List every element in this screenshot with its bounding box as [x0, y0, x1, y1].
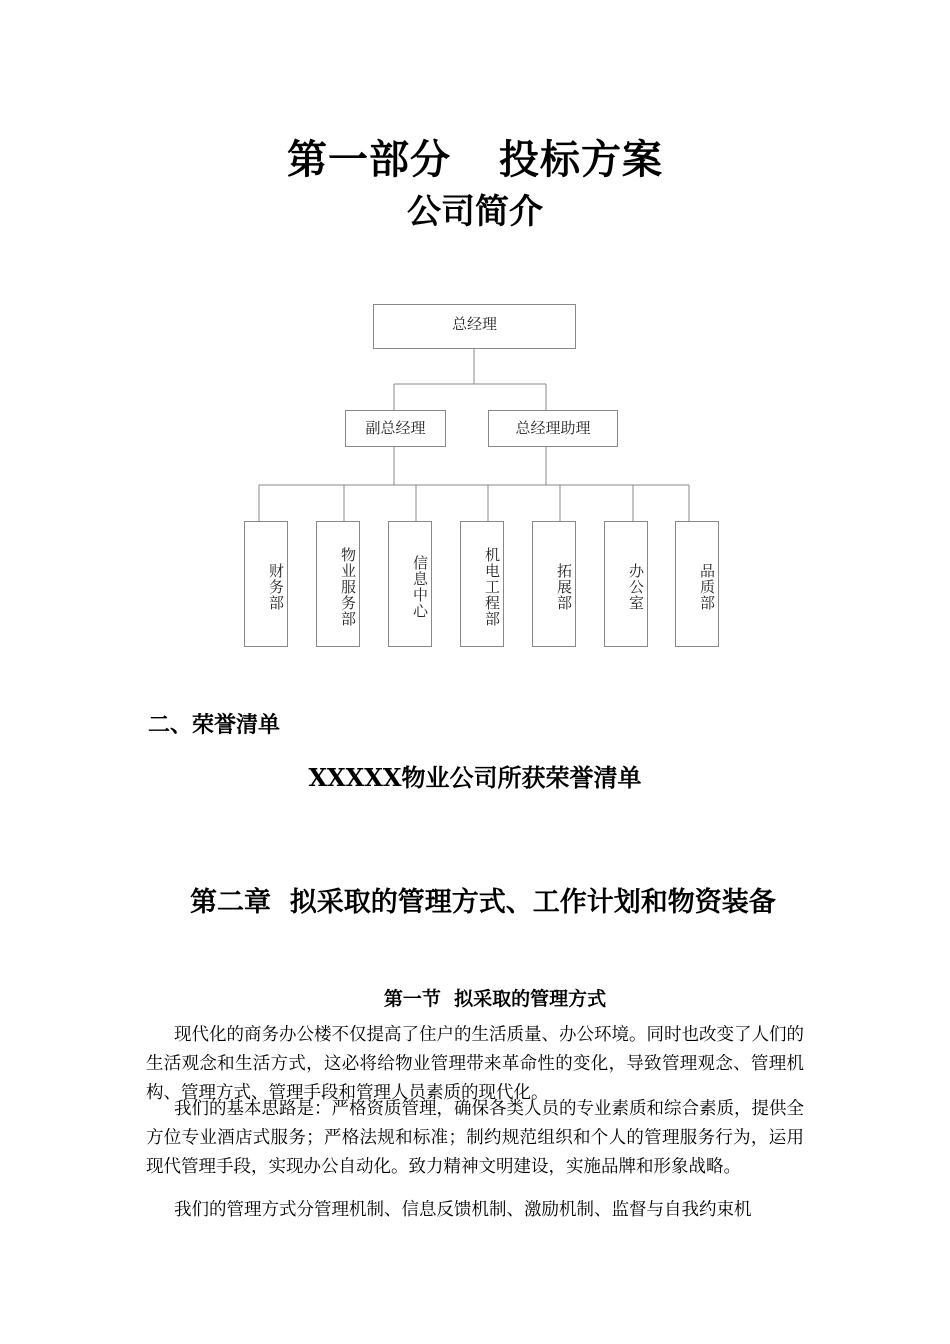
org-box-assistant-manager [488, 410, 618, 447]
honor-list-title: XXXXX物业公司所获荣誉清单 [308, 763, 642, 792]
paragraph-text: 我们的管理方式分管理机制、信息反馈机制、激励机制、监督与自我约束机 [174, 1200, 752, 1220]
org-dept-property-service [316, 521, 360, 647]
paragraph-3 [146, 1196, 804, 1225]
section-title: 第一节 拟采取的管理方式 [383, 988, 607, 1010]
org-label-assistant-manager: 总经理助理 [515, 419, 591, 437]
org-dept-label: 办公室 [627, 563, 645, 611]
org-dept-label: 机电工程部 [483, 547, 501, 627]
honor-heading: 二、荣誉清单 [148, 712, 281, 738]
org-dept-finance [244, 521, 288, 647]
org-dept-label: 品质部 [698, 563, 716, 611]
paragraph-2 [146, 1095, 804, 1182]
org-box-deputy-manager [345, 410, 446, 447]
org-dept-label: 物业服务部 [339, 547, 357, 627]
chapter-title: 第二章 拟采取的管理方式、工作计划和物资装备 [190, 887, 776, 918]
org-dept-label: 财务部 [267, 563, 285, 611]
org-dept-office [604, 521, 648, 647]
company-intro-title: 公司简介 [407, 192, 543, 232]
part-title-text: 投标方案 [499, 136, 663, 183]
org-label-deputy-manager: 副总经理 [365, 419, 426, 437]
paragraph-text: 现代化的商务办公楼不仅提高了住户的生活质量、办公环境。同时也改变了人们的生活观念和生活方式，这必将给物业管理带来革命性的变化，导致管理观念、管理机构、管理方式、管理手段和管理人员素质的现代化。 [146, 1025, 804, 1103]
org-dept-quality [675, 521, 719, 647]
org-dept-expansion [532, 521, 576, 647]
paragraph-text: 我们的基本思路是：严格资质管理，确保各类人员的专业素质和综合素质，提供全方位专业酒店式服务；严格法规和标准；制约规范组织和个人的管理服务行为，运用现代管理手段，实现办公自动化。致力精神文明建设，实施品牌和形象战略。 [146, 1099, 804, 1177]
org-box-general-manager [373, 304, 576, 349]
part-label: 第一部分 [287, 136, 451, 183]
org-dept-information-center [388, 521, 432, 647]
org-dept-mechanical-engineering [460, 521, 504, 647]
org-label-general-manager: 总经理 [451, 315, 497, 333]
org-dept-label: 拓展部 [555, 563, 573, 611]
org-dept-label: 信息中心 [411, 555, 429, 619]
